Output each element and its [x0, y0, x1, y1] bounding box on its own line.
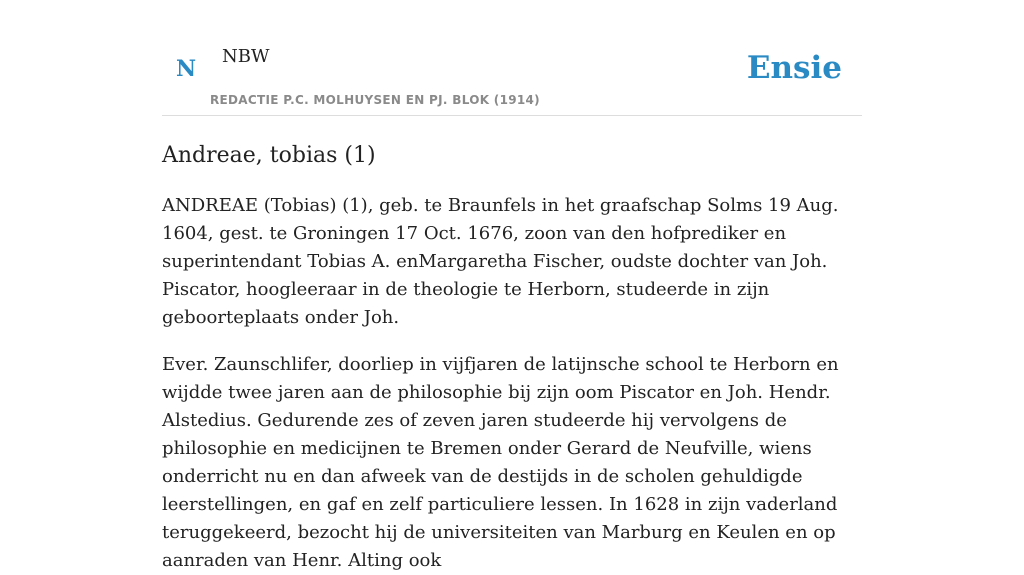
source-title[interactable]: NBW	[222, 46, 270, 67]
source-logo[interactable]: N	[176, 56, 197, 82]
article-title: Andreae, tobias (1)	[162, 143, 376, 168]
site-header	[162, 0, 862, 116]
article-paragraph: Ever. Zaunschlifer, doorliep in vijfjaren de latijnsche school te Herborn en wijdde twee jaren aan de philosophie bij zijn oom Piscator en Joh. Hendr. Alstedius. Gedurende zes of zeven jaren studeerde hij vervolgens de philosophie en medicijnen te Bremen onder Gerard de Neufville, wiens onderricht nu en dan afweek van de destijds in de scholen gehuldigde leerstellingen, en gaf en zelf particuliere lessen. In 1628 in zijn vaderland teruggekeerd, bezocht hij de universiteiten van Marburg en Keulen en op aanraden van Henr. Alting ook	[162, 354, 839, 571]
source-subtitle: REDACTIE P.C. MOLHUYSEN EN PJ. BLOK (1914)	[210, 93, 540, 107]
article-paragraph: ANDREAE (Tobias) (1), geb. te Braunfels in het graafschap Solms 19 Aug. 1604, gest. te Groningen 17 Oct. 1676, zoon van den hofprediker en superintendant Tobias A. enMargaretha Fischer, oudste dochter van Joh. Piscator, hoogleeraar in de theologie te Herborn, studeerde in zijn geboorteplaats onder Joh.	[162, 195, 839, 328]
page-container	[162, 0, 862, 575]
ensie-logo-link[interactable]: Ensie	[746, 50, 842, 86]
